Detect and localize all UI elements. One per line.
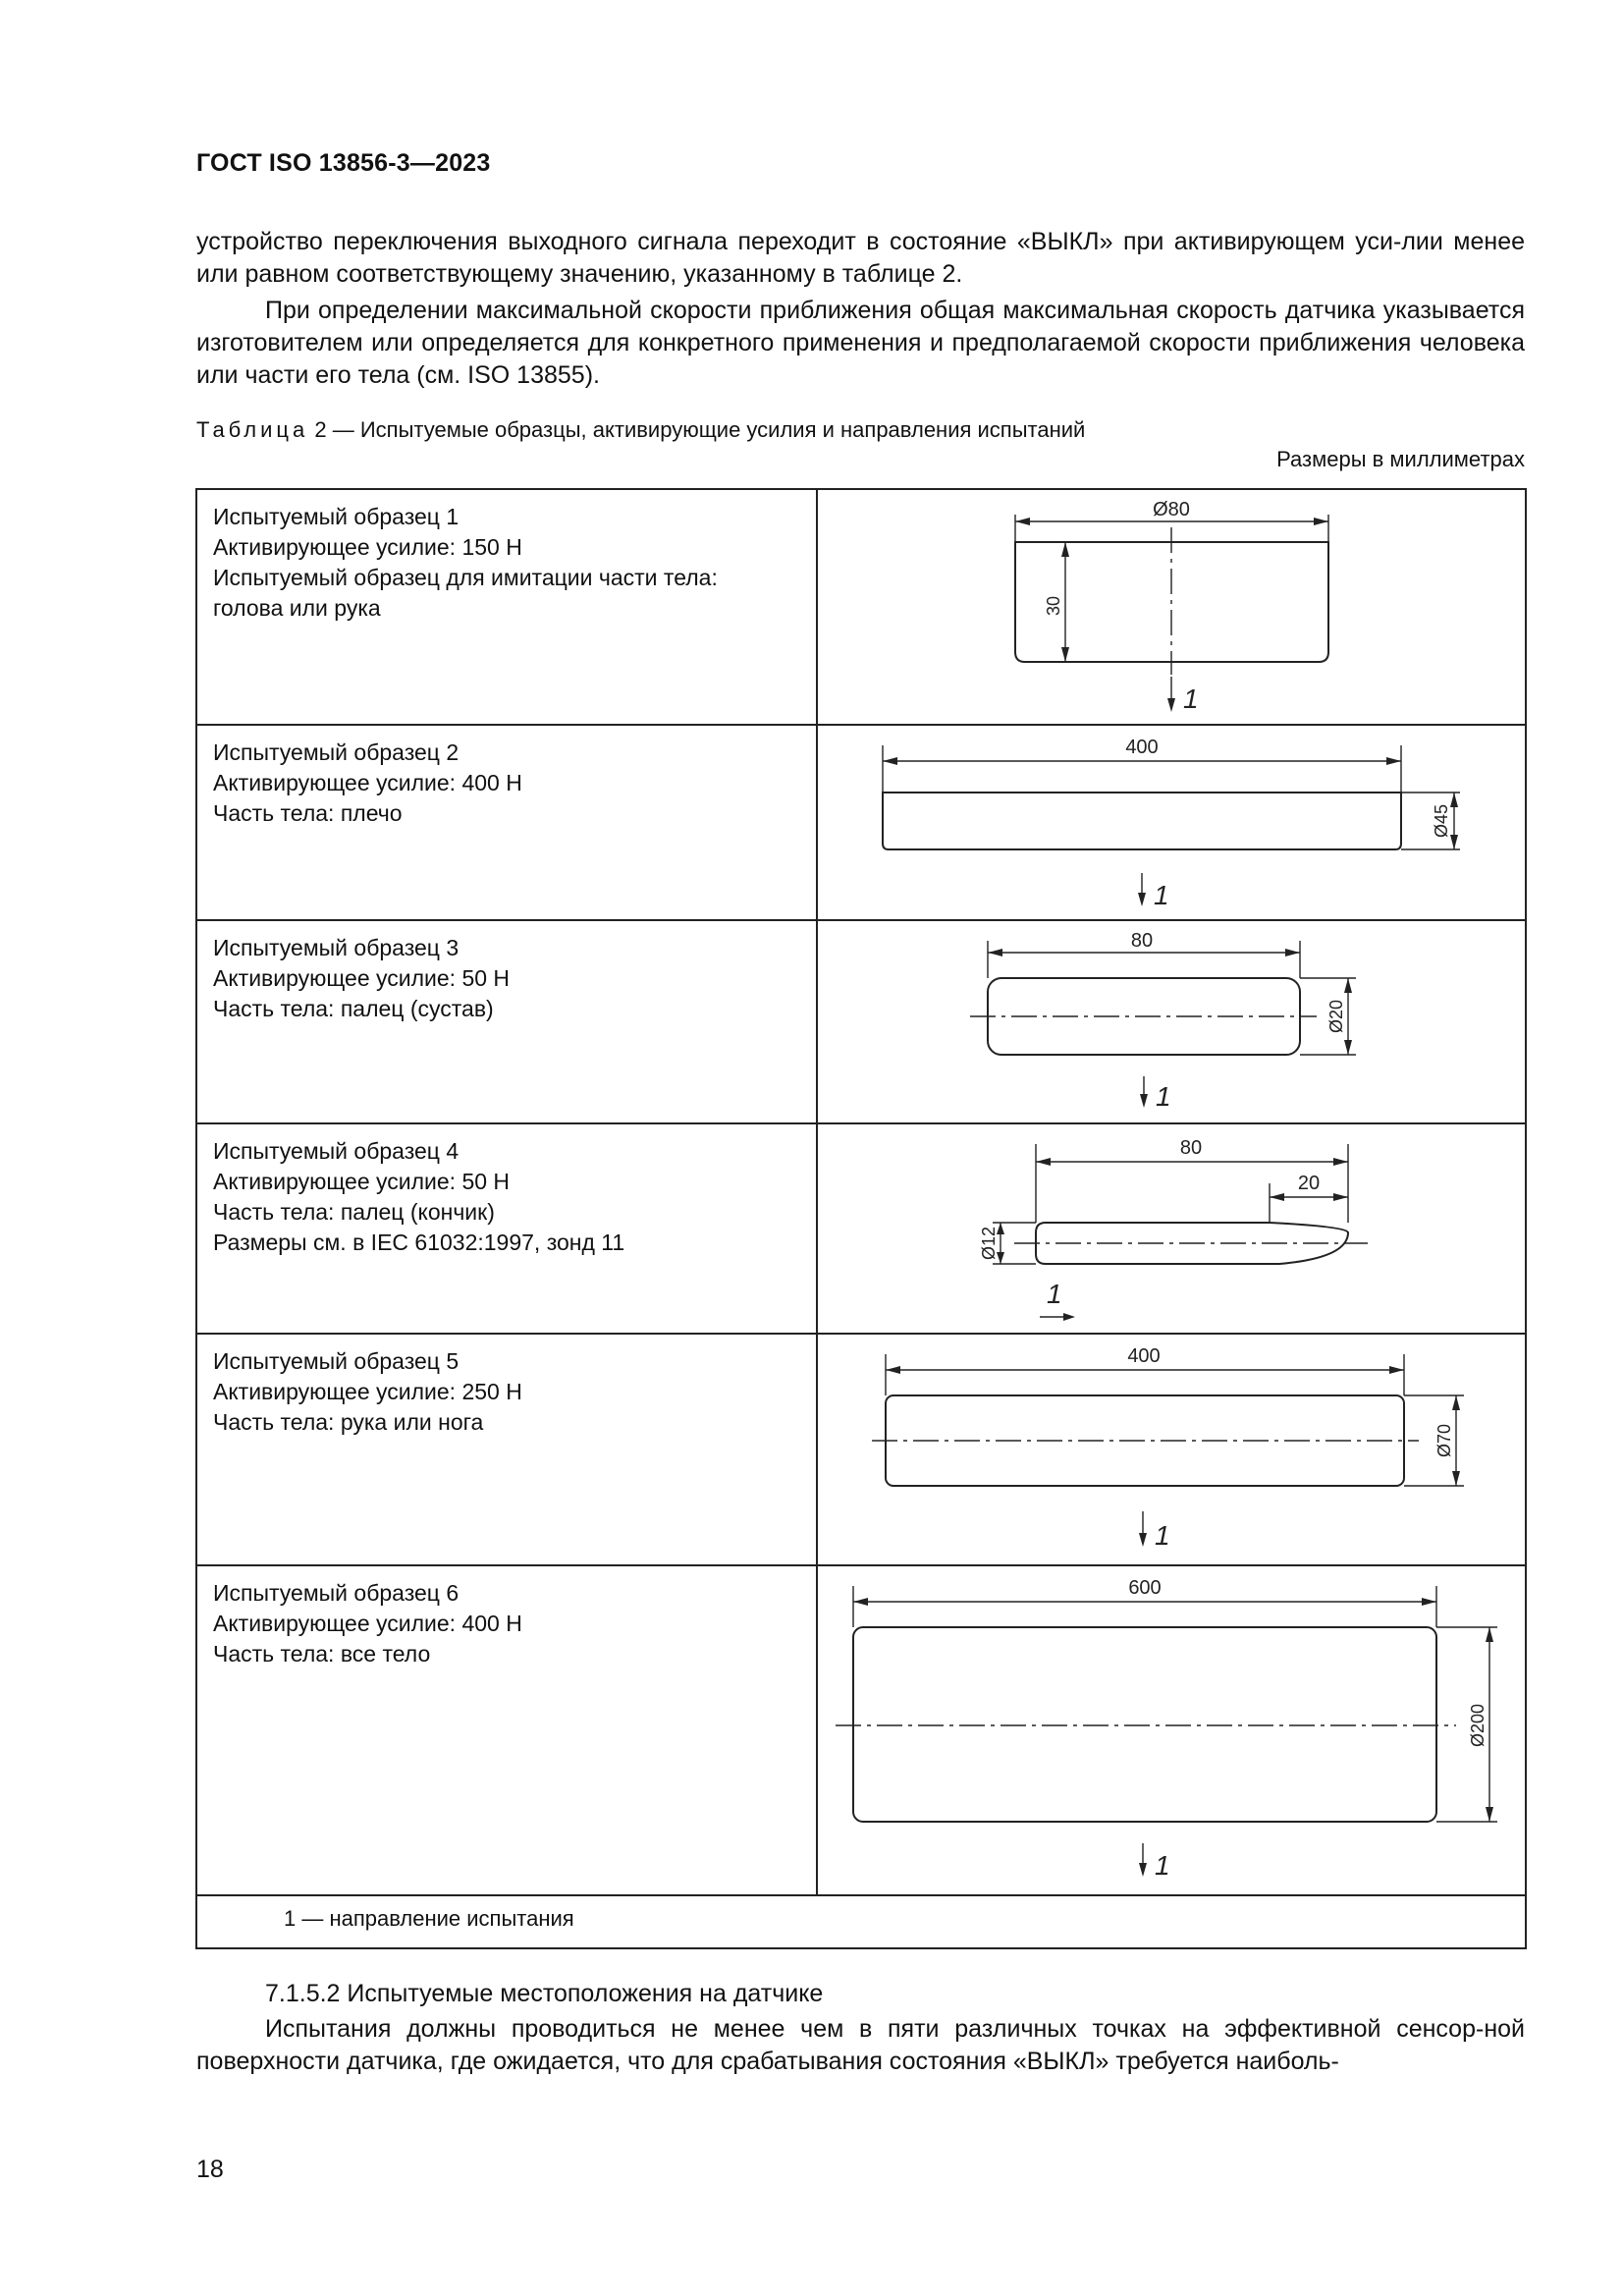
specimen-reference: Размеры см. в IEC 61032:1997, зонд 11 bbox=[213, 1230, 625, 1255]
dimension-height-label: 30 bbox=[1044, 595, 1063, 617]
specimen-description bbox=[196, 725, 817, 920]
table-row bbox=[196, 1334, 1526, 1565]
table-row bbox=[196, 489, 1526, 725]
specimen-1-drawing bbox=[818, 490, 1525, 724]
test-direction-label: 1 bbox=[1047, 1279, 1062, 1309]
specimen-body-part: Часть тела: палец (кончик) bbox=[213, 1199, 495, 1225]
specimen-drawing bbox=[817, 489, 1526, 725]
specimen-description bbox=[196, 489, 817, 725]
table-caption-label: Таблица bbox=[196, 417, 309, 442]
table-row bbox=[196, 1565, 1526, 1895]
specimen-name: Испытуемый образец 3 bbox=[213, 935, 460, 960]
page-number: 18 bbox=[196, 2156, 224, 2183]
dimension-width-label: 80 bbox=[1130, 930, 1154, 952]
dimension-width-label: Ø80 bbox=[1153, 499, 1190, 520]
table-legend: 1 — направление испытания bbox=[196, 1895, 1526, 1948]
specimen-name: Испытуемый образец 2 bbox=[213, 739, 460, 765]
section-title: 7.1.5.2 Испытуемые местоположения на датчике bbox=[265, 1980, 824, 2007]
specimen-name: Испытуемый образец 4 bbox=[213, 1138, 460, 1164]
dimension-diameter-label: Ø45 bbox=[1432, 803, 1451, 839]
test-direction-label: 1 bbox=[1154, 880, 1169, 910]
paragraph-continuation: устройство переключения выходного сигнала переходит в состояние «ВЫКЛ» при активирующем уси-лии менее или равном соответствующему значению, указанному в таблице 2. bbox=[196, 228, 1525, 288]
test-direction-label: 1 bbox=[1155, 1520, 1170, 1551]
specimen-description bbox=[196, 1334, 817, 1565]
specimen-force: Активирующее усилие: 150 Н bbox=[213, 534, 522, 560]
section-paragraph: Испытания должны проводиться не менее чем в пяти различных точках на эффективной сенсор-ной поверхности датчика, где ожидается, что для срабатывания состояния «ВЫКЛ» требуется наиболь- bbox=[196, 2015, 1525, 2075]
specimen-name: Испытуемый образец 5 bbox=[213, 1348, 460, 1374]
test-direction-label: 1 bbox=[1183, 683, 1199, 714]
specimen-3-drawing bbox=[818, 921, 1525, 1122]
table-legend-row bbox=[196, 1895, 1526, 1948]
specimen-drawing bbox=[817, 1565, 1526, 1895]
table-caption bbox=[196, 417, 1085, 443]
specimen-note: голова или рука bbox=[213, 595, 381, 621]
specimen-description bbox=[196, 920, 817, 1123]
specimen-force: Активирующее усилие: 400 Н bbox=[213, 770, 522, 795]
specimen-drawing bbox=[817, 920, 1526, 1123]
table-caption-text: 2 — Испытуемые образцы, активирующие усилия и направления испытаний bbox=[308, 417, 1086, 442]
table-row bbox=[196, 920, 1526, 1123]
specimen-body-part: Часть тела: все тело bbox=[213, 1641, 431, 1667]
specimen-note: Испытуемый образец для имитации части тела: bbox=[213, 565, 718, 590]
paragraph-max-speed: При определении максимальной скорости приближения общая максимальная скорость датчика указывается изготовителем или определяется для конкретного применения и предполагаемой скорости приближения человека или части его тела (см. ISO 13855). bbox=[196, 297, 1525, 389]
specimen-body-part: Часть тела: рука или нога bbox=[213, 1409, 484, 1435]
specimen-force: Активирующее усилие: 250 Н bbox=[213, 1379, 522, 1404]
dimension-width-label: 400 bbox=[1125, 737, 1159, 758]
specimen-description bbox=[196, 1123, 817, 1334]
specimen-drawing bbox=[817, 1123, 1526, 1334]
dimension-width-label: 400 bbox=[1127, 1345, 1161, 1367]
test-direction-label: 1 bbox=[1156, 1081, 1171, 1112]
specimen-4-drawing bbox=[818, 1124, 1525, 1333]
specimen-drawing bbox=[817, 725, 1526, 920]
document-header: ГОСТ ISO 13856-3—2023 bbox=[196, 149, 491, 177]
specimens-table bbox=[195, 488, 1527, 1949]
dimension-width-label: 80 bbox=[1179, 1137, 1203, 1159]
dimension-width-label: 600 bbox=[1128, 1577, 1162, 1599]
specimen-force: Активирующее усилие: 50 Н bbox=[213, 1169, 511, 1194]
dimension-diameter-label: Ø12 bbox=[979, 1226, 999, 1261]
specimen-body-part: Часть тела: плечо bbox=[213, 800, 403, 826]
dimension-diameter-label: Ø200 bbox=[1468, 1703, 1488, 1748]
specimen-5-drawing bbox=[818, 1335, 1525, 1564]
specimen-force: Активирующее усилие: 50 Н bbox=[213, 965, 511, 991]
specimen-force: Активирующее усилие: 400 Н bbox=[213, 1611, 522, 1636]
dimension-tip-label: 20 bbox=[1297, 1173, 1321, 1194]
table-row bbox=[196, 725, 1526, 920]
specimen-description bbox=[196, 1565, 817, 1895]
specimen-body-part: Часть тела: палец (сустав) bbox=[213, 996, 494, 1021]
table-units-note: Размеры в миллиметрах bbox=[1276, 447, 1525, 471]
specimen-6-drawing bbox=[818, 1566, 1525, 1894]
table-row bbox=[196, 1123, 1526, 1334]
dimension-diameter-label: Ø70 bbox=[1434, 1423, 1454, 1458]
test-direction-label: 1 bbox=[1155, 1850, 1170, 1881]
specimen-name: Испытуемый образец 6 bbox=[213, 1580, 460, 1606]
specimen-2-drawing bbox=[818, 726, 1525, 919]
specimen-drawing bbox=[817, 1334, 1526, 1565]
dimension-diameter-label: Ø20 bbox=[1326, 999, 1346, 1034]
specimen-name: Испытуемый образец 1 bbox=[213, 504, 460, 529]
